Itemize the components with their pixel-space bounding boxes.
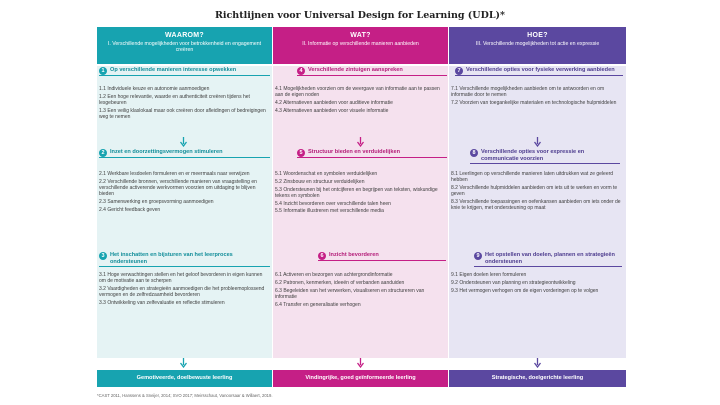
guideline-item: 6.1 Activeren en bezorgen van achtergrondinformatie xyxy=(275,272,393,278)
guideline-item: 4.2 Alternatieven aanbieden voor auditieve informatie xyxy=(275,100,393,107)
column-subheading: II. Informatie op verschillende manieren aanbieden xyxy=(302,41,419,47)
guideline-item: 5.4 Inzicht bevorderen over verschillende talen heen xyxy=(275,200,391,207)
section-title: Het inschatten en bijsturen van het leerproces ondersteunen xyxy=(110,252,233,265)
guideline-item: 6.3 Begeleiden van het verwerken, visualiseren en structureren van informatie xyxy=(275,287,425,300)
section-number: 8 xyxy=(470,149,478,157)
footnote: *CAST 2011, Hanssens & Sneijer, 2014; SVO 2017; Meirsschaut, Vanoorsaar & Willaert, 2019. xyxy=(97,393,273,398)
section-8-header xyxy=(470,149,620,164)
arrow-down-icon xyxy=(357,358,364,368)
guideline-item: 5.1 Woordenschat en symbolen verduidelijken xyxy=(275,171,378,177)
guideline-item: 8.1 Leerlingen op verschillende manieren laten uitdrukken wat ze geleerd hebben xyxy=(451,171,614,184)
section-number: 7 xyxy=(455,67,463,75)
guideline-item: 7.1 Verschillende mogelijkheden aanbieden om te antwoorden en om informatie door te nemen xyxy=(451,86,605,99)
section-title: Op verschillende manieren interesse opwekken xyxy=(110,67,237,73)
section-2-items xyxy=(99,171,267,215)
arrow-down-icon xyxy=(534,358,541,368)
arrow-down-icon xyxy=(180,137,187,147)
section-5-header xyxy=(297,149,447,158)
arrow-down-icon xyxy=(357,137,364,147)
guideline-item: 5.5 Informatie illustreren met verschillende media xyxy=(275,208,384,215)
arrow-down-icon xyxy=(534,137,541,147)
section-number: 5 xyxy=(297,149,305,157)
guideline-item: 6.4 Transfer en generalisatie verhogen xyxy=(275,301,361,308)
section-title: Inzicht bevorderen xyxy=(329,252,379,258)
column-why-header xyxy=(97,27,272,64)
guideline-item: 4.3 Alternatieven aanbieden voor visuele informatie xyxy=(275,107,389,114)
section-4-items xyxy=(275,86,445,116)
guideline-item: 9.3 Het vermogen verhogen om de eigen vorderingen op te volgen xyxy=(451,287,599,294)
section-1-header xyxy=(99,67,270,76)
section-2-header xyxy=(99,149,270,158)
guideline-item: 2.3 Samenwerking en groepsvorming aanmoedigen xyxy=(99,199,214,206)
column-heading: WAT? xyxy=(350,32,371,39)
guideline-item: 6.2 Patronen, kenmerken, ideeën of verbanden aanduiden xyxy=(275,279,405,286)
section-number: 9 xyxy=(474,252,482,260)
guideline-item: 8.2 Verschillende hulpmiddelen aanbieden om iets uit te werken en vorm te geven xyxy=(451,185,618,198)
column-how-outcome: Strategische, doelgerichte leerling xyxy=(449,370,626,387)
section-3-items xyxy=(99,272,267,308)
guideline-item: 9.1 Eigen doelen leren formuleren xyxy=(451,272,527,278)
page-title: Richtlijnen voor Universal Design for Learning (UDL)* xyxy=(215,10,505,21)
guideline-item: 3.3 Ontwikkeling van zelfevaluatie en reflectie stimuleren xyxy=(99,300,225,307)
section-title: Verschillende opties voor fysieke verwerking aanbieden xyxy=(466,67,615,73)
section-7-header xyxy=(455,67,623,76)
guideline-item: 5.2 Zinsbouw en structuur verduidelijken xyxy=(275,178,365,185)
guideline-item: 1.3 Een veilig klaslokaal maar ook creëren door afleidingen of bedreigingen weg te nemen xyxy=(99,107,266,121)
section-8-items xyxy=(451,171,623,213)
arrow-down-icon xyxy=(180,358,187,368)
column-why-outcome: Gemotiveerde, doelbewuste leerling xyxy=(97,370,272,387)
section-4-header xyxy=(297,67,447,76)
section-title: Het opstellen van doelen, plannen en strategieën ondersteunen xyxy=(485,252,615,265)
guideline-item: 2.2 Verschillende bronnen, verschillende manieren van vraagstelling en verschillende activerende werkvormen voorzien om uitdaging te blijven bieden xyxy=(99,178,257,198)
column-how-header xyxy=(449,27,626,64)
section-6-header xyxy=(318,252,446,261)
section-title: Structuur bieden en verduidelijken xyxy=(308,149,401,155)
section-number: 1 xyxy=(99,67,107,75)
guideline-item: 1.2 Een hoge relevantie, waarde en authenticiteit creëren tijdens het lesgebeuren xyxy=(99,93,250,107)
guideline-item: 4.1 Mogelijkheden voorzien om de weergave van informatie aan te passen aan de eigen noden xyxy=(275,86,440,99)
section-7-items xyxy=(451,86,623,108)
column-subheading: I. Verschillende mogelijkheden voor betrokkenheid en engagement creëren xyxy=(107,41,262,54)
section-9-items xyxy=(451,272,623,295)
section-9-header xyxy=(474,252,622,267)
guideline-item: 2.4 Gericht feedback geven xyxy=(99,206,161,213)
section-5-items xyxy=(275,171,445,216)
section-title: Verschillende opties voor expressie en communicatie voorzien xyxy=(481,149,585,162)
section-title: Verschillende zintuigen aanspreken xyxy=(308,67,403,73)
column-subheading: III. Verschillende mogelijkheden tot actie en expressie xyxy=(475,41,600,47)
guideline-item: 5.3 Ondersteunen bij het ontcijferen en begrijpen van teksten, wiskundige tekens en symbolen xyxy=(275,186,438,199)
section-number: 4 xyxy=(297,67,305,75)
column-heading: WAAROM? xyxy=(164,32,205,39)
section-number: 6 xyxy=(318,252,326,260)
guideline-item: 1.1 Individuele keuze en autonomie aanmoedigen xyxy=(99,86,210,92)
guideline-item: 2.1 Werkbare lesdoelen formuleren en er meermaals naar verwijzen xyxy=(99,171,250,177)
guideline-item: 9.2 Ondersteunen van planning en strategieontwikkeling xyxy=(451,279,576,286)
section-1-items xyxy=(99,86,267,122)
section-title: Inzet en doorzettingsvermogen stimuleren xyxy=(110,149,223,155)
column-what-outcome: Vindingrijke, goed geïnformeerde leerling xyxy=(273,370,448,387)
section-6-items xyxy=(275,272,445,309)
section-3-header xyxy=(99,252,270,267)
section-number: 3 xyxy=(99,252,107,260)
guideline-item: 7.2 Voorzien van toegankelijke materialen en technologische hulpmiddelen xyxy=(451,100,617,107)
column-what-header xyxy=(273,27,448,64)
guideline-item: 3.2 Vaardigheden en strategieën aanmoedigen die het probleemoplossend vermogen en de zelfredzaamheid bevorderen xyxy=(99,286,265,299)
guideline-item: 8.3 Verschillende toepassingen en oefenkansen aanbieden om iets onder de knie te krijgen, met ondersteuning op maat xyxy=(451,199,621,212)
guideline-item: 3.1 Hoge verwachtingen stellen en het geloof bevorderen in eigen kunnen om de motivatie aan te scherpen xyxy=(99,272,263,285)
column-heading: HOE? xyxy=(527,32,548,39)
section-number: 2 xyxy=(99,149,107,157)
